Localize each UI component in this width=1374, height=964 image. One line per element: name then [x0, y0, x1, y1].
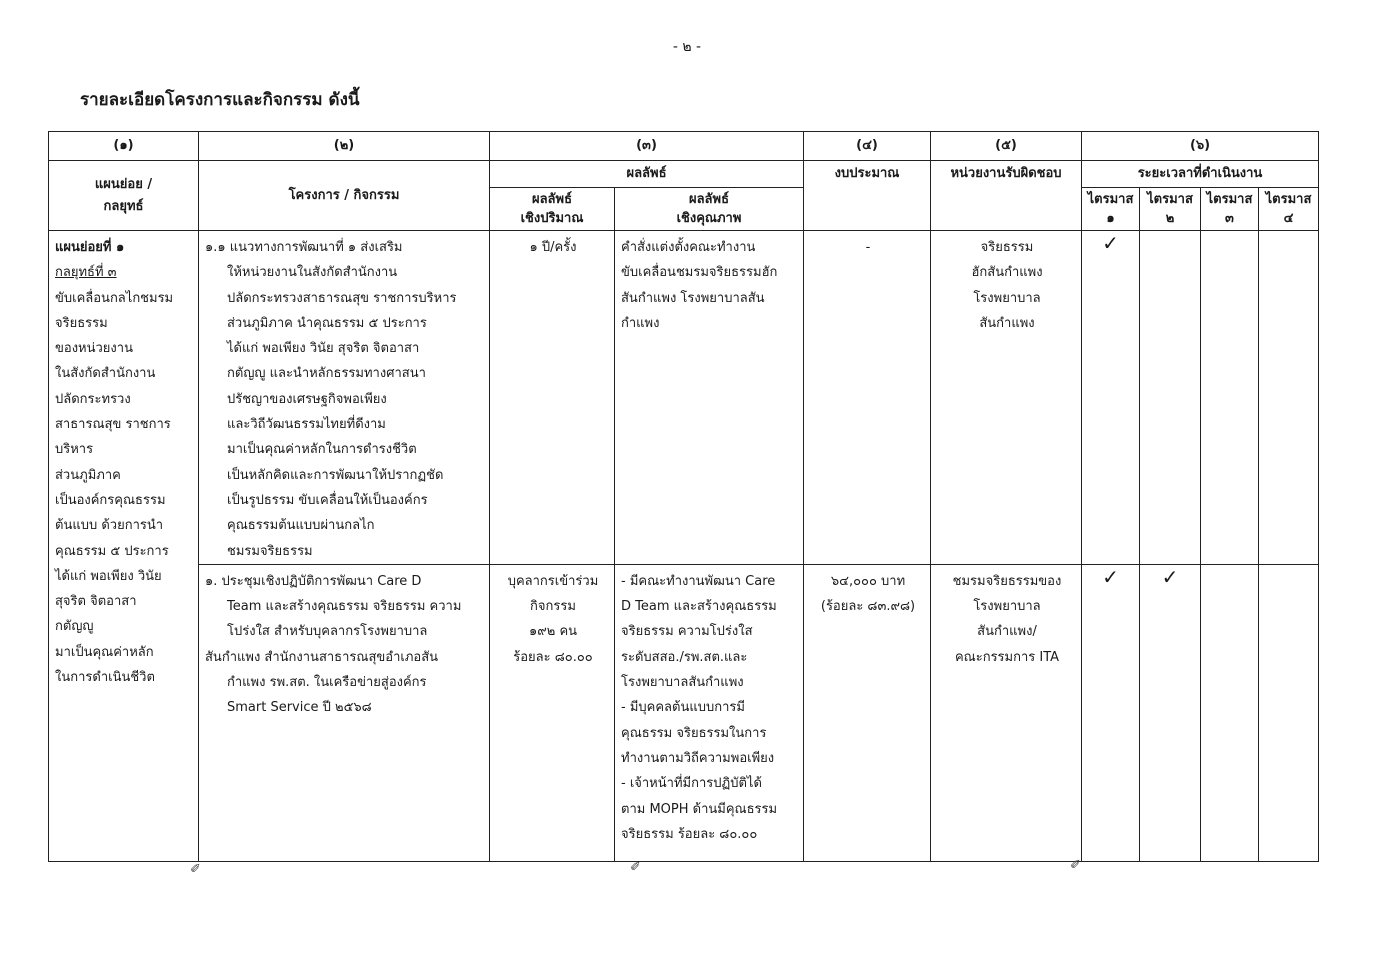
text-line: ต้นแบบ ด้วยการนำ	[55, 518, 164, 534]
text-line: ในสังกัดสำนักงาน	[55, 366, 156, 382]
text-line: กตัญญู และนำหลักธรรมทางศาสนา	[227, 366, 426, 382]
text-line: คุณธรรม จริยธรรมในการ	[621, 725, 767, 741]
text-line: โรงพยาบาล	[973, 599, 1041, 615]
text-line: ปลัดกระทรวงสาธารณสุข ราชการบริหาร	[227, 290, 457, 306]
text-line: คณะกรรมการ ITA	[954, 649, 1060, 665]
text-line: ได้แก่ พอเพียง วินัย สุจริต จิตอาสา	[227, 341, 420, 357]
page-number: - ๒ -	[672, 39, 702, 55]
quality-cell-2	[615, 564, 804, 861]
text-line: โรงพยาบาล	[973, 290, 1041, 306]
header-quarter-2: ไตรมาส ๒	[1140, 188, 1201, 231]
text-line: ปรัชญาของเศรษฐกิจพอเพียง	[227, 391, 387, 407]
text-line: เป็นรูปธรรม ขับเคลื่อนให้เป็นองค์กร	[227, 492, 428, 508]
budget-cell-1	[804, 231, 931, 565]
responsible-cell-2	[931, 564, 1082, 861]
q1-cell-2	[1082, 564, 1140, 861]
text-line: ตาม MOPH ด้านมีคุณธรรม	[621, 801, 778, 817]
text-line: ในการดำเนินชีวิต	[55, 670, 155, 686]
text-line: ของหน่วยงาน	[55, 341, 133, 357]
text-line: กำแพง	[621, 315, 660, 331]
header-responsible-blank	[931, 188, 1082, 231]
check-mark: ✓	[1102, 231, 1119, 255]
text-line: (ร้อยละ ๘๓.๙๘)	[820, 599, 916, 615]
text-line: เป็นหลักคิดและการพัฒนาให้ปรากฏชัด	[227, 467, 444, 483]
text-line: ระดับสสอ./รพ.สต.และ	[621, 649, 748, 665]
header-plan: แผนย่อย / กลยุทธ์	[49, 161, 199, 231]
text-line: ๖๔,๐๐๐ บาท	[830, 573, 906, 589]
text-line: - มีบุคคลต้นแบบการมี	[621, 700, 745, 716]
text-line: ส่วนภูมิภาค นำคุณธรรม ๕ ประการ	[227, 315, 427, 331]
col-number-4: (๔)	[804, 132, 931, 161]
plan-title: แผนย่อยที่ ๑	[55, 240, 125, 255]
text-line: สาธารณสุข ราชการ	[55, 417, 171, 433]
text-line: มาเป็นคุณค่าหลักในการดำรงชีวิต	[227, 442, 417, 458]
text-line: เป็นองค์กรคุณธรรม	[55, 492, 166, 508]
text-line: สันกำแพง สำนักงานสาธารณสุขอำเภอสัน	[205, 649, 439, 665]
text-line: กตัญญู	[55, 619, 94, 635]
text-line: สันกำแพง/	[977, 624, 1037, 640]
header-quarter-4: ไตรมาส ๔	[1259, 188, 1319, 231]
col-number-1: (๑)	[49, 132, 199, 161]
q2-cell-2	[1140, 564, 1201, 861]
q4-cell-2	[1259, 564, 1319, 861]
text-line: คำสั่งแต่งตั้งคณะทำงาน	[621, 240, 756, 255]
responsible-cell-1	[931, 231, 1082, 565]
text-line: จริยธรรม ความโปร่งใส	[621, 624, 753, 640]
col-number-6: (๖)	[1082, 132, 1319, 161]
q2-cell-1	[1140, 231, 1201, 565]
plan-cell	[49, 231, 199, 862]
quantity-cell-2	[490, 564, 615, 861]
text-line: สันกำแพง โรงพยาบาลสัน	[621, 290, 765, 306]
q4-cell-1	[1259, 231, 1319, 565]
text-line: ชมรมจริยธรรม	[227, 543, 313, 559]
header-budget-blank	[804, 188, 931, 231]
text-line: จริยธรรม	[980, 240, 1034, 255]
q1-cell-1	[1082, 231, 1140, 565]
text-line: มาเป็นคุณค่าหลัก	[55, 644, 154, 660]
text-line: ปลัดกระทรวง	[55, 391, 131, 407]
signature-mark-icon: ✐	[1070, 858, 1081, 873]
text-line: กิจกรรม	[530, 599, 576, 615]
text-line: บุคลากรเข้าร่วม	[507, 573, 599, 589]
text-line: คุณธรรมต้นแบบผ่านกลไก	[227, 518, 375, 534]
col-number-3: (๓)	[490, 132, 804, 161]
text-line: ฮักสันกำแพง	[971, 265, 1043, 281]
text-line: จริยธรรม	[55, 315, 108, 331]
text-line: จริยธรรม ร้อยละ ๘๐.๐๐	[621, 826, 758, 842]
project-table	[48, 131, 1319, 862]
text-line: ร้อยละ ๘๐.๐๐	[513, 649, 593, 665]
header-output-quantity: ผลลัพธ์ เชิงปริมาณ	[490, 188, 615, 231]
text-line: ขับเคลื่อนชมรมจริยธรรมฮัก	[621, 265, 778, 281]
header-output-quality: ผลลัพธ์ เชิงคุณภาพ	[615, 188, 804, 231]
signature-mark-icon: ✐	[190, 862, 201, 877]
check-mark: ✓	[1102, 564, 1119, 589]
text-line: ๑ ปี/ครั้ง	[529, 240, 577, 255]
text-line: Team และสร้างคุณธรรม จริยธรรม ความ	[227, 599, 462, 615]
text-line: ๑๙๒ คน	[528, 624, 578, 640]
text-line: ส่วนภูมิภาค	[55, 467, 121, 483]
text-line: - เจ้าหน้าที่มีการปฏิบัติได้	[621, 776, 762, 792]
project-cell-2: ๑. ประชุมเชิงปฏิบัติการพัฒนา Care D Team และสร้างคุณธรรม จริยธรรม ความ โปร่งใส สำหรับบุคลากรโรงพยาบาล สันกำแพง สำนักงานสาธารณสุขอำเภอสัน กำแพง รพ.สต. ในเครือข่ายสู่องค์กร Smart Service ปี ๒๕๖๘	[199, 564, 490, 861]
q3-cell-2	[1201, 564, 1259, 861]
text-line: คุณธรรม ๕ ประการ	[55, 543, 169, 559]
text-line: สุจริต จิตอาสา	[55, 594, 137, 610]
text-line: - มีคณะทำงานพัฒนา Care	[621, 573, 776, 589]
text-line: ชมรมจริยธรรมของ	[952, 573, 1062, 589]
check-mark: ✓	[1161, 564, 1179, 589]
header-quarter-3: ไตรมาส ๓	[1201, 188, 1259, 231]
quantity-cell-1	[490, 231, 615, 565]
text-line: -	[865, 240, 871, 255]
signature-mark-icon: ✐	[630, 860, 641, 875]
q3-cell-1	[1201, 231, 1259, 565]
header-output: ผลลัพธ์	[490, 161, 804, 188]
plan-lines	[55, 286, 194, 691]
text-line: กำแพง รพ.สต. ในเครือข่ายสู่องค์กร	[227, 675, 427, 691]
text-line: Smart Service ปี ๒๕๖๘	[227, 700, 372, 716]
text-line: โปร่งใส สำหรับบุคลากรโรงพยาบาล	[227, 624, 428, 640]
text-line: ได้แก่ พอเพียง วินัย	[55, 568, 162, 584]
quality-cell-1	[615, 231, 804, 565]
header-budget: งบประมาณ	[804, 161, 931, 188]
plan-strategy: กลยุทธ์ที่ ๓	[55, 265, 117, 281]
text-line: โรงพยาบาลสันกำแพง	[621, 675, 744, 691]
text-line: และวิถีวัฒนธรรมไทยที่ดีงาม	[227, 417, 386, 433]
text-line: ขับเคลื่อนกลไกชมรม	[55, 290, 174, 306]
text-line: ทำงานตามวิถีความพอเพียง	[621, 750, 775, 766]
budget-cell-2	[804, 564, 931, 861]
text-line: บริหาร	[55, 442, 94, 458]
project-cell-1: ๑.๑ แนวทางการพัฒนาที่ ๑ ส่งเสริม ให้หน่วยงานในสังกัดสำนักงาน ปลัดกระทรวงสาธารณสุข ราชการบริหาร ส่วนภูมิภาค นำคุณธรรม ๕ ประการ ได้แก่ พอเพียง วินัย สุจริต จิตอาสา กตัญญู และนำหลักธรรมทางศาสนา ปรัชญาของเศรษฐกิจพอเพียง และวิถีวัฒนธรรมไทยที่ดีงาม มาเป็นคุณค่าหลักในการดำรงชีวิต เป็นหลักคิดและการพัฒนาให้ปรากฏชัด เป็นรูปธรรม ขับเคลื่อนให้เป็นองค์กร คุณธรรมต้นแบบผ่านกลไก ชมรมจริยธรรม	[199, 231, 490, 565]
col-number-2: (๒)	[199, 132, 490, 161]
text-line: สันกำแพง	[979, 315, 1035, 331]
header-project: โครงการ / กิจกรรม	[199, 161, 490, 231]
col-number-5: (๕)	[931, 132, 1082, 161]
header-timeline: ระยะเวลาที่ดำเนินงาน	[1082, 161, 1319, 188]
page-heading: รายละเอียดโครงการและกิจกรรม ดังนี้	[80, 90, 360, 110]
header-quarter-1: ไตรมาส ๑	[1082, 188, 1140, 231]
text-line: D Team และสร้างคุณธรรม	[621, 599, 777, 615]
header-responsible: หน่วยงานรับผิดชอบ	[931, 161, 1082, 188]
text-line: ให้หน่วยงานในสังกัดสำนักงาน	[227, 265, 398, 281]
